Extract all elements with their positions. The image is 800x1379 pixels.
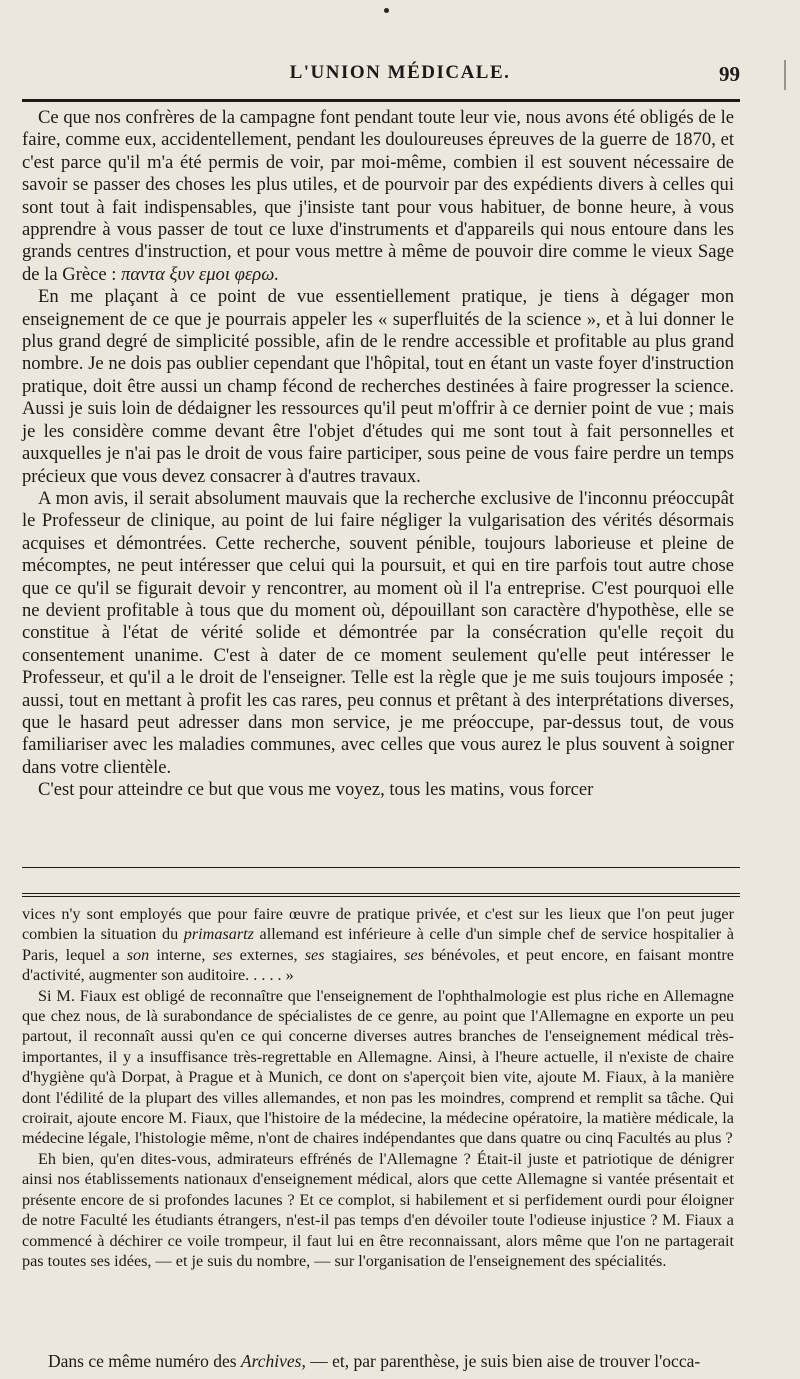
- footnote-paragraph-1: [22, 904, 734, 986]
- footnote-text: [22, 904, 734, 1271]
- paragraph-4: C'est pour atteindre ce but que vous me voyez, tous les matins, vous forcer: [38, 779, 594, 801]
- paragraph-1: [22, 107, 734, 286]
- fn-italic-son: son: [126, 945, 150, 964]
- fn-italic-ses-1: ses: [212, 945, 233, 964]
- paragraph-2: En me plaçant à ce point de vue essentiellement pratique, je tiens à dégager mon enseignement de ce que je pourrais appeler les « superfluités de la science », et à lui donner le plus grand degré de simplicité possible, afin de le rendre accessible et profitable au plus grand nombre. Je ne dois pas oublier cependant que l'hôpital, tout en étant un vaste foyer d'instruction pratique, doit être aussi un champ fécond de recherches destinées à faire progresser la science. Aussi je suis loin de dédaigner les ressources qu'il peut m'offrir à ce dernier point de vue ; mais je les considère comme devant être l'objet d'études qui me sont tout à fait personnelles et auxquelles je n'ai pas le droit de vous faire participer, sous peine de vous faire perdre un temps précieux que vous devez consacrer à d'autres travaux.: [22, 286, 734, 487]
- fn-text-d: externes,: [232, 945, 305, 964]
- bottom-text-a: Dans ce même numéro des: [48, 1351, 241, 1371]
- main-text: [22, 107, 734, 802]
- continuation-line: [22, 1350, 734, 1372]
- fn-text-a: vices n'y sont employés que pour faire œuvre de pratique privée, et c'est sur les lieux que l'on peut juger combien la situation du: [22, 905, 734, 944]
- margin-mark: [784, 60, 786, 90]
- greek-quote: παντα ξυν εμοι φερω.: [121, 263, 279, 285]
- archives-italic: Archives,: [240, 1351, 306, 1371]
- page-number: 99: [719, 62, 740, 86]
- ink-dot: [384, 8, 389, 13]
- journal-title: L'UNION MÉDICALE.: [289, 62, 511, 83]
- footnote-separator-double: [22, 896, 740, 897]
- fn-text-c: interne,: [149, 945, 213, 964]
- paragraph-3: A mon avis, il serait absolument mauvais que la recherche exclusive de l'inconnu préoccupât le Professeur de clinique, au point de lui faire négliger la vulgarisation des vérités désormais acquises et démontrées. Cette recherche, souvent pénible, toujours laborieuse et pleine de mécomptes, ne peut intéresser que celui qui la poursuit, et qui en tire parfois tout autre chose que ce qu'il se figurait devoir y rencontrer, au moment où il l'a entreprise. C'est pourquoi elle ne devient profitable à tous que du moment où, dépouillant son caractère d'hypothèse, elle se constitue à l'état de vérité solide et démontrée par la consécration qu'elle reçoit du consentement unanime. C'est à dater de ce moment seulement qu'elle peut intéresser le Professeur, et qu'il a le droit de l'enseigner. Telle est la règle que je me suis toujours imposée ; aussi, tout en mettant à profit les cas rares, peu connus et prêtant à des interprétations diverses, que le hasard peut adresser dans mon service, je me préoccupe, par-dessus tout, de vous familiariser avec les maladies communes, avec celles que vous aurez le plus souvent à soigner dans votre clientèle.: [22, 487, 734, 778]
- footnote-separator-top: [22, 867, 740, 868]
- footnote-paragraph-3: Eh bien, qu'en dites-vous, admirateurs effrénés de l'Allemagne ? Était-il juste et patriotique de dénigrer ainsi nos établissements nationaux d'enseignement médical, alors que cette Allemagne si vantée présentait et présente encore de si profondes lacunes ? Et ce complot, si habilement et si perfidement ourdi pour éloigner de notre Faculté les étudiants étrangers, n'est-il pas temps d'en dévoiler toute l'odieuse injustice ? M. Fiaux a commencé à déchirer ce voile trompeur, il faut lui en être reconnaissant, alors même que l'on ne partagerait pas toutes ses idées, — et je suis du nombre, — sur l'organisation de l'enseignement des spécialités.: [22, 1149, 734, 1270]
- paragraph-1-text: Ce que nos confrères de la campagne font pendant toute leur vie, nous avons été obligés de le faire, comme eux, accidentellement, pendant les douloureuses épreuves de la guerre de 1870, et c'est parce qu'il m'a été permis de voir, par moi-même, combien il est souvent nécessaire de savoir se passer des choses les plus utiles, et de pourvoir par des expédients divers à celles qui sont tout à fait indispensables, que j'insiste tant pour vous habituer, de bonne heure, à vous apprendre à vous passer de tout ce luxe d'instruments et d'appareils qui nous entoure dans les grands centres d'instruction, et pour vous mettre à même de pouvoir dire comme le vieux Sage de la Grèce :: [22, 107, 734, 285]
- fn-text-b: allemand est inférieure à celle d'un simple chef de service hospitalier à Paris, lequel a: [22, 925, 734, 964]
- fn-italic-primasartz: primasartz: [183, 925, 254, 944]
- running-header: [20, 62, 740, 88]
- footnote-paragraph-2: Si M. Fiaux est obligé de reconnaître que l'enseignement de l'ophthalmologie est plus riche en Allemagne que chez nous, de là surabondance de spécialistes de ce genre, au point que l'Allemagne en exporte un peu partout, il reconnaît aussi qu'en ce qui concerne diverses autres branches de l'enseignement médical très-importantes, il y a insuffisance très-regrettable en Allemagne. Ainsi, à l'heure actuelle, il n'existe de chaire d'hygiène qu'à Dorpat, à Prague et à Munich, ce dont on s'aperçoit bien vite, ajoute M. Fiaux, à la manière dont l'édilité de la plupart des villes allemandes, et non pas les moindres, comprend et remplit sa tâche. Qui croirait, ajoute encore M. Fiaux, que l'histoire de la médecine, la médecine opératoire, la matière médicale, la médecine légale, l'histologie même, n'ont de chaires indépendantes que dans quatre ou cinq Facultés au plus ?: [22, 986, 734, 1148]
- fn-text-e: stagiaires,: [324, 945, 405, 964]
- fn-text-f: bénévoles, et peut encore, en faisant montre d'activité, augmenter son auditoire. . . . . »: [22, 945, 734, 985]
- header-rule: [22, 99, 740, 102]
- fn-italic-ses-3: ses: [404, 945, 424, 964]
- bottom-text-b: — et, par parenthèse, je suis bien aise de trouver l'occa-: [305, 1351, 701, 1371]
- footnote-separator-bottom: [22, 893, 740, 894]
- fn-italic-ses-2: ses: [304, 945, 325, 964]
